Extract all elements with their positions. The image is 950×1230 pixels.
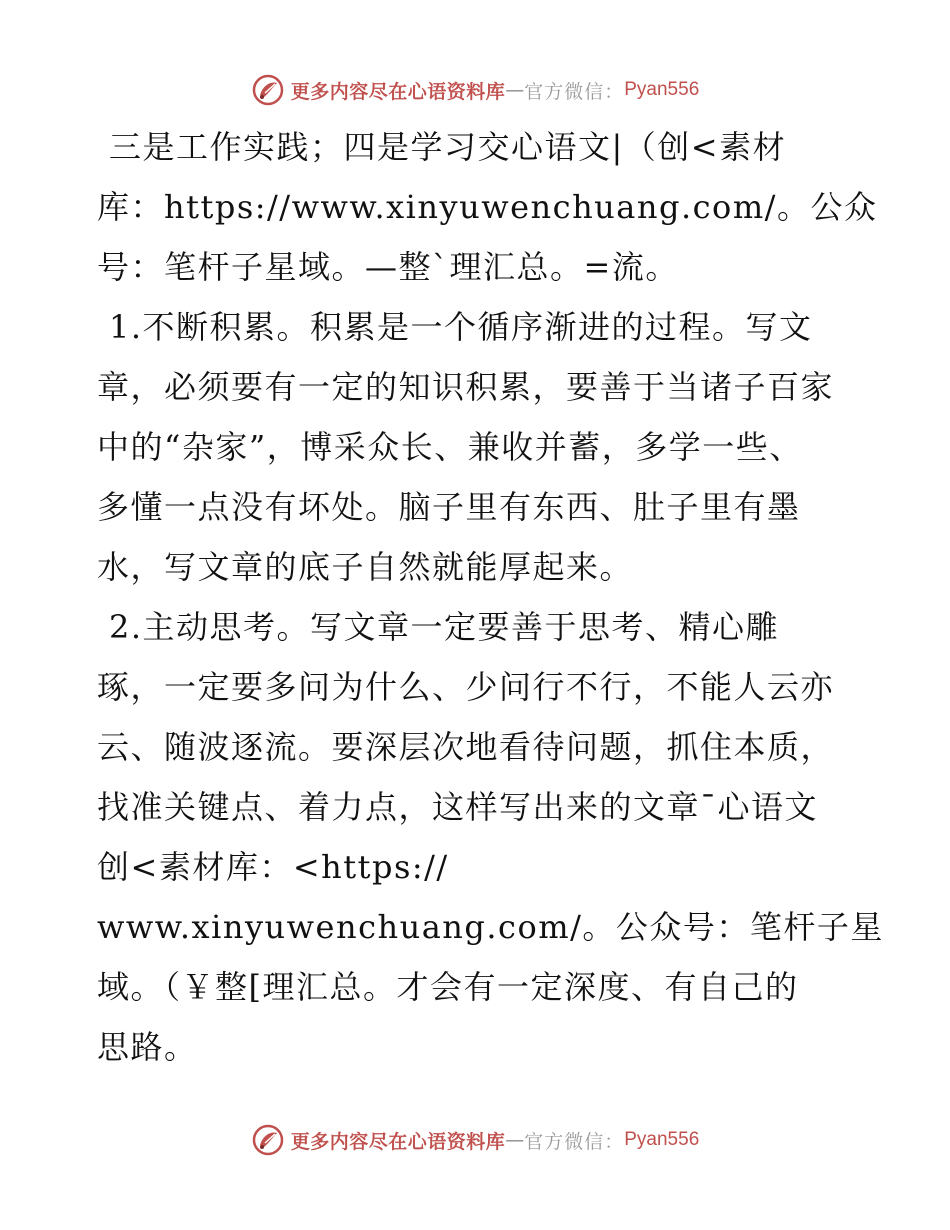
text-line: 域。（￥整[理汇总。才会有一定深度、有自己的	[97, 968, 799, 1006]
paragraph-2	[97, 297, 857, 597]
banner-separator: —	[505, 1129, 525, 1151]
banner-wechat-label: 官方微信：	[524, 80, 625, 103]
paragraph-3	[97, 597, 884, 1077]
text-line: 水，写文章的底子自然就能厚起来。	[97, 548, 634, 586]
text-line: 琢，一定要多问为什么、少问行不行，不能人云亦	[97, 668, 835, 706]
text-line: www.xinyuwenchuang.com/。公众号：笔杆子星	[97, 908, 884, 946]
banner-title: 更多内容尽在心语资料库	[290, 1130, 506, 1153]
document-body	[97, 117, 884, 1077]
text-line: 创<素材库：<https://	[97, 848, 449, 886]
banner-wechat-id: Pyan556	[624, 1129, 700, 1150]
banner-wechat-id: Pyan556	[624, 79, 700, 100]
text-line: 中的“杂家”，博采众长、兼收并蓄，多学一些、	[97, 428, 803, 466]
header-banner	[0, 70, 950, 110]
text-line: 思路。	[97, 1028, 198, 1066]
text-line: 1.不断积累。积累是一个循序渐进的过程。写文	[109, 308, 813, 346]
text-line: 号：笔杆子星域。—整`理汇总。=流。	[97, 248, 679, 286]
brand-logo-icon	[251, 1123, 285, 1157]
text-line: 章，必须要有一定的知识积累，要善于当诸子百家	[97, 368, 835, 406]
banner-separator: —	[505, 79, 525, 101]
text-line: 库：https://www.xinyuwenchuang.com/。公众	[97, 188, 878, 226]
banner-wechat-label: 官方微信：	[524, 1130, 625, 1153]
text-line: 找准关键点、着力点，这样写出来的文章¯心语文	[97, 788, 819, 826]
paragraph-1	[97, 117, 878, 297]
text-line: 云、随波逐流。要深层次地看待问题，抓住本质，	[97, 728, 835, 766]
text-line: 三是工作实践；四是学习交心语文|（创<素材	[109, 128, 787, 166]
footer-banner	[0, 1120, 950, 1160]
brand-logo-icon	[251, 73, 285, 107]
text-line: 2.主动思考。写文章一定要善于思考、精心雕	[109, 608, 780, 646]
text-line: 多懂一点没有坏处。脑子里有东西、肚子里有墨	[97, 488, 801, 526]
banner-title: 更多内容尽在心语资料库	[290, 80, 506, 103]
